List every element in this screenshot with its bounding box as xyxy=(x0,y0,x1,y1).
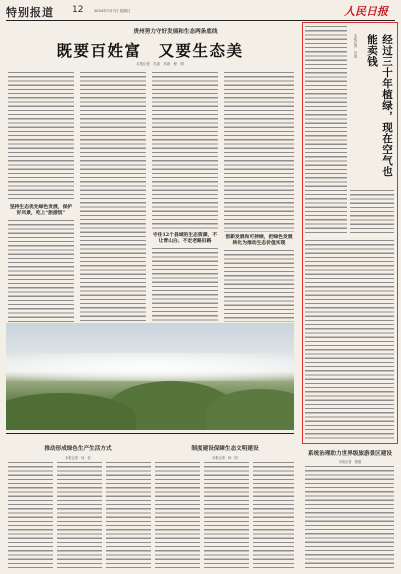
lead-headline: 既要百姓富 又要生态美 xyxy=(56,41,244,60)
lead-kicker: 贵州努力守好发展和生态两条底线 xyxy=(133,29,218,35)
text-column xyxy=(152,248,218,322)
lead-byline: 本报记者 苏滨 刘涛 程 刚 xyxy=(136,62,184,66)
text-column xyxy=(305,240,394,440)
text-column xyxy=(224,72,294,232)
page-header xyxy=(6,4,395,21)
text-column xyxy=(253,462,294,570)
sidebar-byline: 本报记者 苏滨 xyxy=(353,34,357,58)
text-column xyxy=(204,462,249,570)
section-divider xyxy=(6,433,294,434)
bottom-mid-title: 制度建设保障生态文明建设 xyxy=(191,446,259,452)
text-column xyxy=(80,72,146,322)
text-column xyxy=(8,72,74,202)
sidebar-title: 经过三十年植绿，现在空气也能卖钱 xyxy=(366,34,393,177)
text-column xyxy=(8,220,74,322)
masthead-logo: 人民日报 xyxy=(344,5,388,18)
subhead: 坚持生态优先绿色发展，保护好风景，吃上“旅游饭” xyxy=(9,204,73,216)
bottom-left-title: 推动形成绿色生产生活方式 xyxy=(44,446,112,452)
right-bottom-title: 系统治理助力世界级旅游景区建设 xyxy=(308,451,392,457)
right-bottom-byline: 本报记者 程刚 xyxy=(338,460,362,464)
page-number: 12 xyxy=(72,5,84,15)
text-column xyxy=(8,462,53,570)
bottom-mid-byline: 本报记者 杨 阳 xyxy=(212,456,238,460)
text-column xyxy=(155,462,200,570)
photo-mist xyxy=(6,353,294,381)
text-column xyxy=(152,72,218,230)
landscape-photo xyxy=(6,323,294,430)
subhead: 创新发展和可持续，把绿色发展转化为推动生态价值实现 xyxy=(225,234,293,246)
bottom-left-byline: 本报记者 何 佳 xyxy=(65,456,91,460)
issue-date: 2024年7月7日 星期日 xyxy=(94,9,131,13)
text-column xyxy=(224,250,294,322)
text-column xyxy=(57,462,102,570)
text-column xyxy=(106,462,151,570)
subhead: 守住12个县域的生态资源，不让青山白、不走老路旧路 xyxy=(152,232,218,244)
section-title: 特别报道 xyxy=(6,6,54,19)
text-column xyxy=(350,190,394,236)
text-column xyxy=(305,26,347,236)
text-column xyxy=(305,466,394,570)
